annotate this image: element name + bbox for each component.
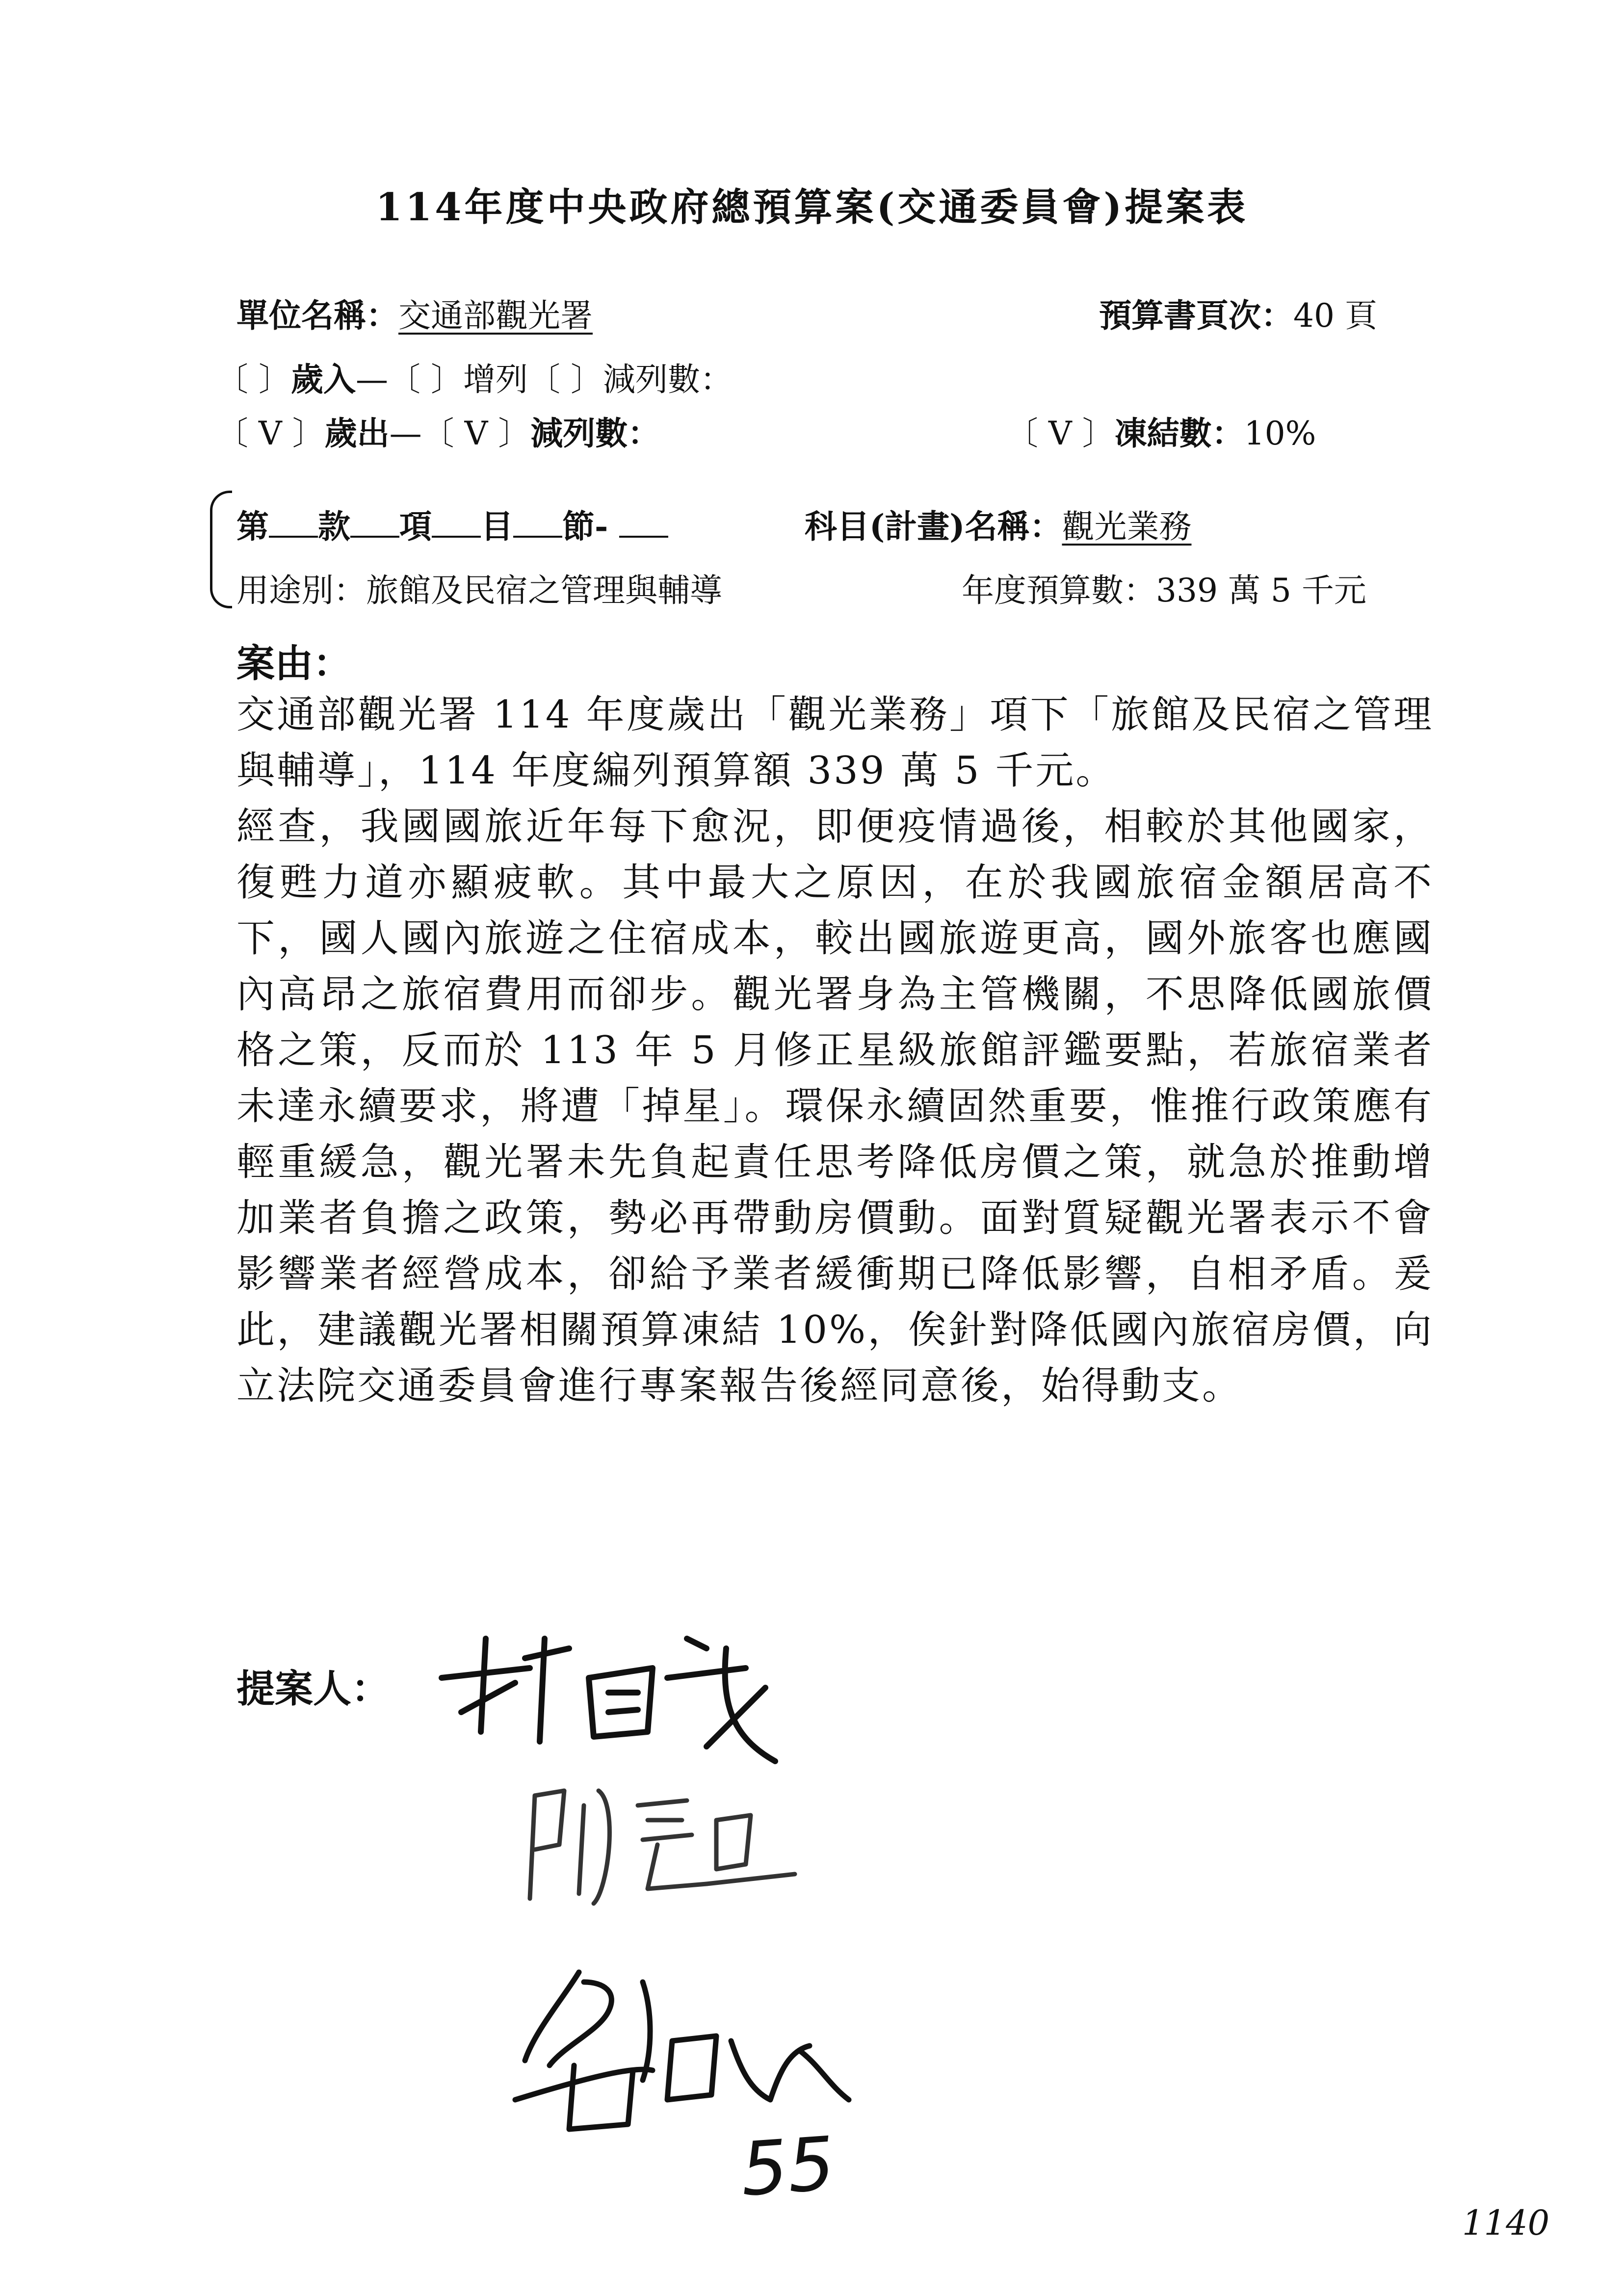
expense-label: 歲出 xyxy=(324,414,390,452)
reason-paragraph-2: 經查，我國國旅近年每下愈況，即便疫情過後，相較於其他國家，復甦力道亦顯疲軟。其中最大之原因，在於我國旅宿金額居高不下，國人國內旅遊之住宿成本，較出國旅遊更高，國外旅客也應國內高昂之旅宿費用而卻步。觀光署身為主管機關，不思降低國旅價格之策，反而於 113 年 5 月修正星級旅館評鑑要點，若旅宿業者未達永續要求，將遭「掉星」。環保永續固然重要，惟推行政策應有輕重緩急，觀光署未先負起責任思考降低房價之策，就急於推動增加業者負擔之政策，勢必再帶動房價動。面對質疑觀光署表示不會影響業者經營成本，卻給予業者緩衝期已降低影響，自相矛盾。爰此，建議觀光署相關預算凍結 10%，俟針對降低國內旅宿房價，向立法院交通委員會進行專案報告後經同意後，始得動支。 xyxy=(236,805,1434,1408)
revenue-rest: —〔 〕增列〔 〕減列數： xyxy=(355,361,733,398)
blank-4 xyxy=(513,510,562,538)
blank-5 xyxy=(619,510,668,538)
expense-box: 〔 V 〕 xyxy=(216,415,325,452)
page-number: 1140 xyxy=(1462,2203,1550,2243)
section-xiang: 項 xyxy=(399,507,432,546)
reason-paragraph-1: 交通部觀光署 114 年度歲出「觀光業務」項下「旅館及民宿之管理與輔導」，114 年度編列預算額 339 萬 5 千元。 xyxy=(236,693,1434,793)
unit-row xyxy=(236,289,593,336)
unit-value: 交通部觀光署 xyxy=(398,297,593,335)
handwritten-number: 55 xyxy=(738,2121,838,2213)
expense-line xyxy=(216,407,660,454)
freeze-value: 10% xyxy=(1244,415,1316,452)
page-ref-value: 40 頁 xyxy=(1293,297,1377,335)
section-kuan: 款 xyxy=(318,507,350,546)
section-brace xyxy=(210,491,232,608)
section-numbering xyxy=(236,500,668,547)
revenue-line xyxy=(216,353,733,400)
page-title: 114年度中央政府總預算案(交通委員會)提案表 xyxy=(375,185,1249,230)
unit-label: 單位名稱： xyxy=(236,296,398,335)
freeze-row xyxy=(1006,407,1316,454)
usage-row xyxy=(236,564,722,611)
cut-label: 減列數： xyxy=(530,414,660,452)
usage-value: 旅館及民宿之管理與輔導 xyxy=(366,572,722,609)
section-jie: 節- xyxy=(562,507,608,546)
subject-value: 觀光業務 xyxy=(1062,508,1192,546)
section-di: 第 xyxy=(236,507,269,546)
freeze-label: 凍結數： xyxy=(1114,414,1244,452)
signature-1 xyxy=(432,1619,785,1776)
reason-heading: 案由： xyxy=(236,641,352,686)
subject-row xyxy=(805,500,1191,547)
blank-3 xyxy=(432,510,481,538)
section-mu: 目 xyxy=(481,507,513,546)
revenue-box: 〔 〕 xyxy=(216,361,291,398)
proposer-label: 提案人： xyxy=(236,1667,390,1711)
blank-1 xyxy=(269,510,318,538)
page-ref-row xyxy=(1099,289,1377,336)
usage-label: 用途別： xyxy=(236,572,366,609)
reason-body xyxy=(236,687,1434,1414)
budget-value: 339 萬 5 千元 xyxy=(1156,572,1366,609)
blank-2 xyxy=(350,510,399,538)
revenue-label: 歲入 xyxy=(290,360,356,398)
subject-label: 科目(計畫)名稱： xyxy=(805,507,1062,546)
freeze-box: 〔 V 〕 xyxy=(1006,415,1115,452)
page-ref-label: 預算書頁次： xyxy=(1099,296,1293,335)
expense-dash: —〔 V 〕 xyxy=(389,415,531,452)
budget-label: 年度預算數： xyxy=(962,572,1156,609)
signature-2 xyxy=(520,1776,814,1913)
budget-row xyxy=(962,564,1366,611)
